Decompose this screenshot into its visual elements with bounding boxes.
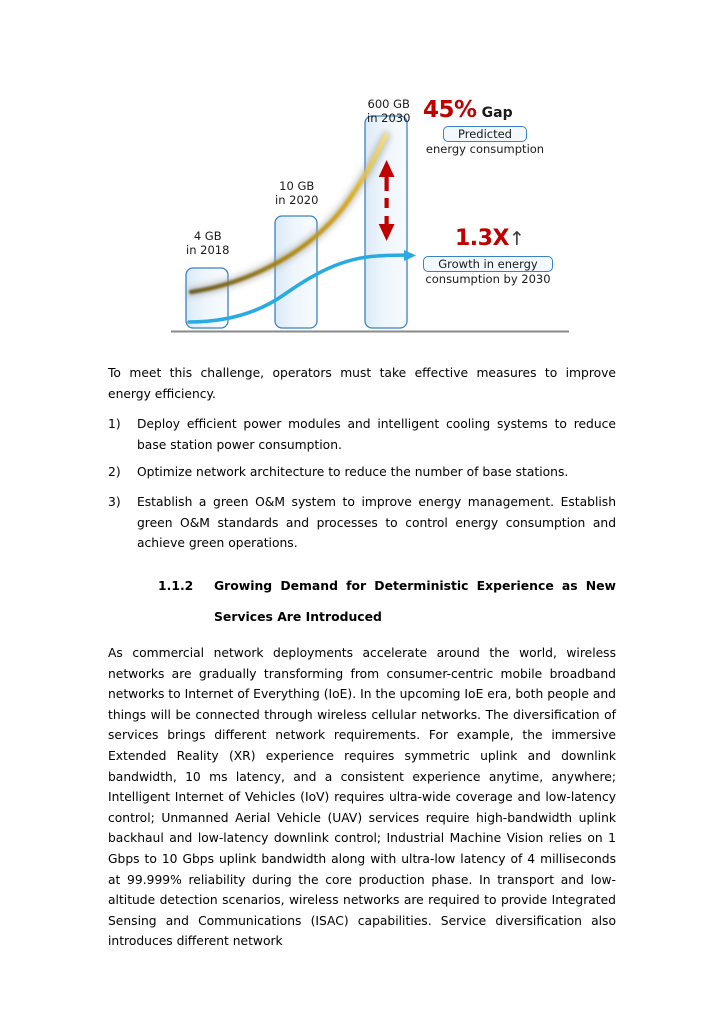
bar-value-2030: 600 GB <box>367 97 410 111</box>
section-number: 1.1.2 <box>158 578 194 593</box>
list-item-text: Deploy efficient power modules and intelligent cooling systems to reduce base station power consumption. <box>137 417 616 452</box>
bar-label-2018 <box>186 230 229 257</box>
bar-label-2030 <box>367 98 410 125</box>
bar-year-2018: in 2018 <box>186 242 230 257</box>
bar-label-2020 <box>275 180 318 207</box>
callout-predicted-consumption <box>395 126 575 156</box>
growth-up-arrow-icon: ↑ <box>508 228 525 250</box>
bar-year-2030: in 2030 <box>367 110 411 125</box>
bar-value-2020: 10 GB <box>279 179 315 193</box>
list-item-text: Establish a green O&M system to improve energy management. Establish green O&M standards and processes to control energy consumption and achieve green operations. <box>137 495 616 551</box>
main-paragraph: As commercial network deployments accelerate around the world, wireless networks are gradually transforming from consumer-centric mobile broadband networks to Internet of Everything (IoE). In the upcoming IoE era, both people and things will be connected through wireless cellular networks. The diversification of services brings different network requirements. For example, the immersive Extended Reality (XR) experience requires symmetric uplink and downlink bandwidth, 10 ms latency, and a consistent experience anytime, anywhere; Intelligent Internet of Vehicles (IoV) requires ultra-wide coverage and low-latency control; Unmanned Aerial Vehicle (UAV) services require high-bandwidth uplink backhaul and low-latency downlink control; Industrial Machine Vision relies on 1 Gbps to 10 Gbps uplink bandwidth along with ultra-low latency of 4 milliseconds at 99.999% reliability during the core production phase. In transport and low-altitude detection scenarios, wireless networks are required to provide Integrated Sensing and Communications (ISAC) capabilities. Service diversification also introduces different network <box>108 646 616 949</box>
list-item-number: 3) <box>108 495 121 509</box>
bar-value-2018: 4 GB <box>193 229 222 243</box>
list-item-number: 2) <box>108 465 121 479</box>
section-heading <box>158 570 616 632</box>
callout-growth-consumption <box>401 256 575 286</box>
list-item <box>108 492 616 554</box>
bar-2020 <box>275 216 317 328</box>
section-title: Growing Demand for Deterministic Experience as New Services Are Introduced <box>214 578 616 624</box>
intro-paragraph: To meet this challenge, operators must take effective measures to improve energy efficiency. <box>108 366 616 401</box>
callout-predicted-line2: energy consumption <box>425 142 545 156</box>
callout-growth-line2: consumption by 2030 <box>425 272 551 286</box>
list-item-text: Optimize network architecture to reduce the number of base stations. <box>137 465 569 479</box>
gap-word: Gap <box>481 105 513 121</box>
list-item <box>108 414 616 455</box>
growth-multiplier-value: 1.3X <box>455 226 509 251</box>
growth-multiplier-label <box>455 226 525 251</box>
energy-consumption-figure <box>165 78 575 340</box>
list-item <box>108 462 616 483</box>
gap-percentage-label <box>423 97 513 123</box>
list-item-number: 1) <box>108 417 121 431</box>
callout-growth-line1: Growth in energy <box>423 256 553 272</box>
gap-percent-value: 45% <box>423 97 477 123</box>
callout-predicted-line1: Predicted <box>443 126 527 142</box>
bar-year-2020: in 2020 <box>275 192 319 207</box>
